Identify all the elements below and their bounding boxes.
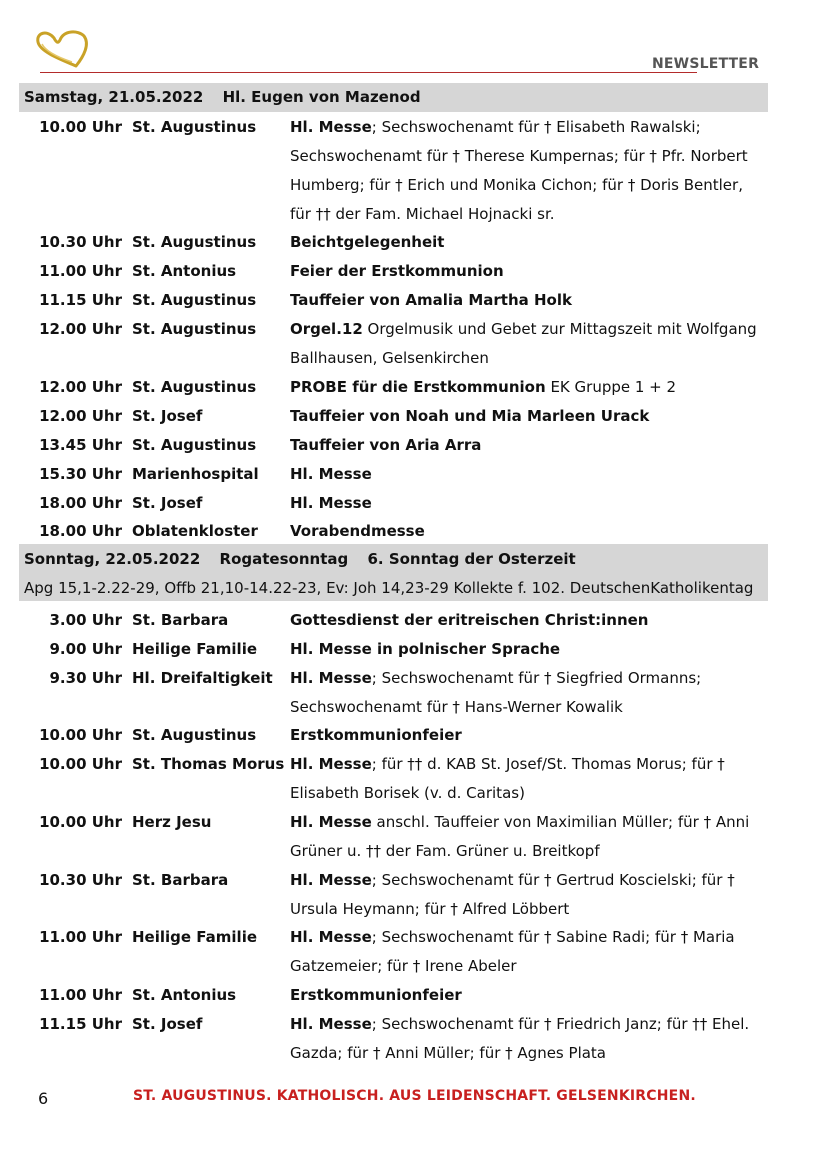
entry-location: St. Augustinus [132,378,257,396]
entry-title: Beichtgelegenheit [290,233,445,251]
entry-description [290,1010,766,1068]
entry-description [290,808,766,866]
entry-description [290,866,766,924]
entry-title: Hl. Messe [290,1015,372,1033]
day-date: Sonntag, 22.05.2022 [24,550,201,568]
day-date: Samstag, 21.05.2022 [24,88,204,106]
entry-title: Hl. Messe [290,669,372,687]
entry-description [290,315,766,373]
entry-location: St. Augustinus [132,233,257,251]
footer-slogan: ST. AUGUSTINUS. KATHOLISCH. AUS LEIDENSCHAFT. GELSENKIRCHEN. [133,1088,696,1104]
entry-description [290,489,766,518]
entry-description [290,721,766,750]
entry-description [290,460,766,489]
entry-location: St. Augustinus [132,291,257,309]
entry-description [290,402,766,431]
entry-time: 10.00 Uhr [39,118,122,136]
entry-text: ; Sechswochenamt für † Friedrich Janz; für †† Ehel. Gazda; für † Anni Müller; für † Agnes Plata [290,1015,750,1062]
entry-title: Hl. Messe [290,755,372,773]
entry-location: St. Thomas Morus [132,755,285,773]
entry-location: Marienhospital [132,465,259,483]
entry-location: St. Augustinus [132,436,257,454]
day-feast: Hl. Eugen von Mazenod [222,88,421,106]
entry-text: ; Sechswochenamt für † Siegfried Ormanns; Sechswochenamt für † Hans-Werner Kowalik [290,669,702,716]
entry-time: 10.00 Uhr [39,726,122,744]
entry-description [290,257,766,286]
entry-time: 11.00 Uhr [39,262,122,280]
entry-text: ; Sechswochenamt für † Elisabeth Rawalski; Sechswochenamt für † Therese Kumpernas; für † Pfr. Norbert Humberg; für † Erich und Monika Cichon; für † Doris Bentler, für †† der Fam. Michael Hojnacki sr. [290,118,748,223]
day-heading-band [19,544,768,601]
entry-description [290,431,766,460]
entry-title: Hl. Messe [290,118,372,136]
entry-text: anschl. Tauffeier von Maximilian Müller; für † Anni Grüner u. †† der Fam. Grüner u. Breitkopf [290,813,750,860]
entry-time: 10.00 Uhr [39,755,122,773]
entry-location: St. Augustinus [132,726,257,744]
entry-location: St. Josef [132,1015,203,1033]
entry-text: ; für †† d. KAB St. Josef/St. Thomas Morus; für † Elisabeth Borisek (v. d. Caritas) [290,755,725,802]
entry-time: 12.00 Uhr [39,320,122,338]
entry-location: St. Barbara [132,871,229,889]
entry-title: Hl. Messe in polnischer Sprache [290,640,561,658]
entry-title: Gottesdienst der eritreischen Christ:innen [290,611,649,629]
entry-title: Hl. Messe [290,928,372,946]
entry-time: 11.00 Uhr [39,928,122,946]
entry-location: St. Josef [132,494,203,512]
entry-description [290,981,766,1010]
heart-logo [32,26,94,74]
day-heading-band [19,83,768,112]
entry-title: Orgel.12 [290,320,363,338]
entry-title: Hl. Messe [290,494,372,512]
entry-description [290,113,766,229]
entry-description [290,286,766,315]
entry-title: Vorabendmesse [290,522,425,540]
entry-title: PROBE für die Erstkommunion [290,378,546,396]
entry-description [290,923,766,981]
entry-time: 10.30 Uhr [39,871,122,889]
entry-location: Heilige Familie [132,928,258,946]
entry-location: Herz Jesu [132,813,212,831]
entry-time: 12.00 Uhr [39,378,122,396]
entry-time: 11.15 Uhr [39,1015,122,1033]
entry-time: 13.45 Uhr [39,436,122,454]
entry-description [290,664,766,722]
entry-text: ; Sechswochenamt für † Gertrud Koscielski; für † Ursula Heymann; für † Alfred Löbbert [290,871,735,918]
entry-description [290,635,766,664]
entry-location: Heilige Familie [132,640,258,658]
entry-time: 10.00 Uhr [39,813,122,831]
entry-title: Tauffeier von Aria Arra [290,436,482,454]
entry-time: 18.00 Uhr [39,522,122,540]
day-feast: Rogatesonntag [219,550,349,568]
entry-title: Hl. Messe [290,813,372,831]
entry-time: 12.00 Uhr [39,407,122,425]
entry-text: Orgelmusik und Gebet zur Mittagszeit mit Wolfgang Ballhausen, Gelsenkirchen [290,320,757,367]
entry-time: 10.30 Uhr [39,233,122,251]
entry-time: 3.00 Uhr [49,611,122,629]
entry-description [290,517,766,546]
entry-title: Hl. Messe [290,465,372,483]
entry-title: Tauffeier von Amalia Martha Holk [290,291,572,309]
page-number: 6 [38,1089,49,1108]
entry-description [290,228,766,257]
entry-location: St. Augustinus [132,320,257,338]
header-rule [40,72,697,73]
day-liturgical-week: 6. Sonntag der Osterzeit [367,550,576,568]
entry-title: Tauffeier von Noah und Mia Marleen Urack [290,407,650,425]
entry-location: St. Antonius [132,986,237,1004]
entry-location: St. Barbara [132,611,229,629]
entry-location: Hl. Dreifaltigkeit [132,669,273,687]
entry-location: Oblatenkloster [132,522,258,540]
day-readings: Apg 15,1-2.22-29, Offb 21,10-14.22-23, Ev: Joh 14,23-29 Kollekte f. 102. DeutschenKatholikentag [24,579,754,597]
entry-time: 15.30 Uhr [39,465,122,483]
entry-description [290,750,766,808]
entry-title: Feier der Erstkommunion [290,262,504,280]
entry-description [290,373,766,402]
entry-title: Erstkommunionfeier [290,726,462,744]
entry-location: St. Josef [132,407,203,425]
entry-location: St. Antonius [132,262,237,280]
entry-title: Hl. Messe [290,871,372,889]
entry-title: Erstkommunionfeier [290,986,462,1004]
newsletter-label: NEWSLETTER [652,56,760,72]
entry-time: 11.00 Uhr [39,986,122,1004]
entry-time: 11.15 Uhr [39,291,122,309]
entry-text: ; Sechswochenamt für † Sabine Radi; für † Maria Gatzemeier; für † Irene Abeler [290,928,735,975]
entry-time: 9.00 Uhr [49,640,122,658]
entry-location: St. Augustinus [132,118,257,136]
entry-time: 9.30 Uhr [49,669,122,687]
entry-description [290,606,766,635]
entry-time: 18.00 Uhr [39,494,122,512]
entry-text: EK Gruppe 1 + 2 [545,378,677,396]
